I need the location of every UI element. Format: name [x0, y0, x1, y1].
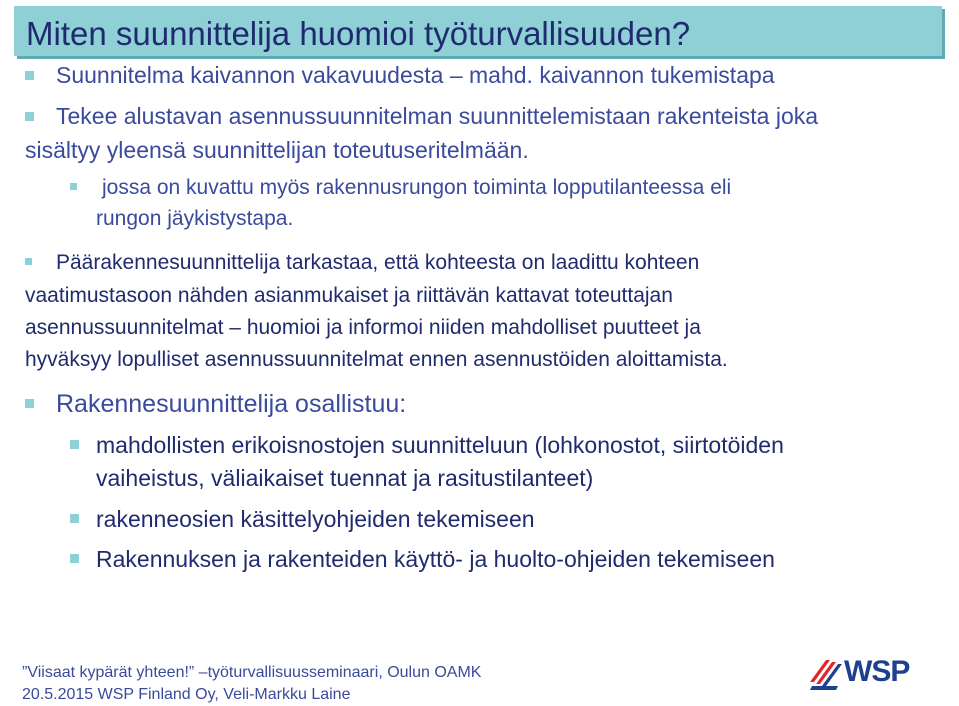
bullet-text: Rakennesuunnittelija osallistuu:: [56, 390, 407, 418]
bullet-text-continued: vaatimustasoon nähden asianmukaiset ja riittävän kattavat toteuttajan: [25, 284, 673, 307]
bullet-icon: [25, 112, 34, 121]
sub-bullet-text: mahdollisten erikoisnostojen suunnitteluun (lohkonostot, siirtotöiden: [96, 432, 784, 458]
sub-bullet-text-continued: vaiheistus, väliaikaiset tuennat ja rasitustilanteet): [96, 465, 594, 491]
bullet-icon: [25, 71, 34, 80]
slide-title: Miten suunnittelija huomioi työturvallisuuden?: [26, 15, 691, 52]
bullet-text-continued: sisältyy yleensä suunnittelijan toteutuseritelmään.: [25, 137, 529, 163]
bullet-text-continued: hyväksyy lopulliset asennussuunnitelmat ennen asennustöiden aloittamista.: [25, 348, 728, 371]
sub-bullet-icon: [70, 440, 79, 449]
bullet-text: Tekee alustavan asennussuunnitelman suunnittelemistaan rakenteista joka: [56, 103, 819, 129]
title-bar: [14, 6, 942, 56]
sub-bullet-icon: [70, 554, 79, 563]
sub-bullet-icon: [70, 514, 79, 523]
logo-text: WSP: [844, 655, 910, 688]
sub-bullet-text: jossa on kuvattu myös rakennusrungon toiminta lopputilanteessa eli: [102, 176, 732, 199]
bullet-icon: [25, 258, 32, 265]
bullet-text-continued: asennussuunnitelmat – huomioi ja informoi niiden mahdolliset puutteet ja: [25, 316, 701, 339]
sub-bullet-text-continued: rungon jäykistystapa.: [96, 207, 294, 230]
bullet-text: Päärakennesuunnittelija tarkastaa, että kohteesta on laadittu kohteen: [56, 251, 700, 274]
sub-bullet-text: Rakennuksen ja rakenteiden käyttö- ja huolto-ohjeiden tekemiseen: [96, 546, 775, 572]
wsp-logo: [808, 652, 908, 692]
sub-bullet-icon: [70, 183, 77, 190]
bullet-text: Suunnitelma kaivannon vakavuudesta – mahd. kaivannon tukemistapa: [56, 62, 775, 88]
footer-event: ”Viisaat kypärät yhteen!” –työturvallisuusseminaari, Oulun OAMK: [22, 664, 482, 681]
footer-date-author: 20.5.2015 WSP Finland Oy, Veli-Markku Laine: [22, 686, 351, 703]
sub-bullet-text: rakenneosien käsittelyohjeiden tekemiseen: [96, 506, 535, 532]
bullet-icon: [25, 399, 34, 408]
